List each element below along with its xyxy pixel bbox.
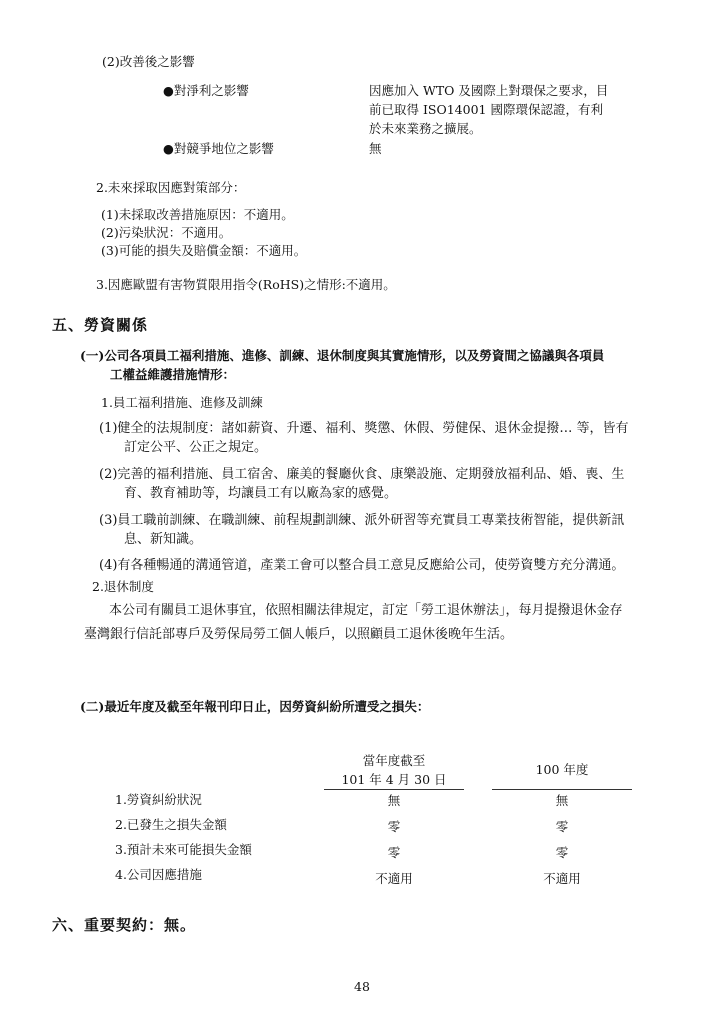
competition-label: ●對競爭地位之影響 xyxy=(163,141,274,156)
header-underline-2 xyxy=(492,789,632,790)
welfare-item-1-line-1: (1)健全的法規制度：諸如薪資、升遷、福利、獎懲、休假、勞健保、退休金提撥… 等，皆有 xyxy=(99,421,629,436)
section-6-title: 六、重要契約：無。 xyxy=(52,916,197,934)
table-cell: 零 xyxy=(387,845,401,860)
welfare-item-3-line-1: (3)員工職前訓練、在職訓練、前程規劃訓練、派外研習等充實員工專業技術智能，提供新訊 xyxy=(99,513,625,528)
net-profit-line-2: 前已取得 ISO14001 國際環保認證，有利 xyxy=(369,102,603,117)
retirement-line-2: 臺灣銀行信託部專戶及勞保局勞工個人帳戶，以照顧員工退休後晚年生活。 xyxy=(84,627,514,642)
col-current-year-line-2: 101 年 4 月 30 日 xyxy=(341,772,447,787)
net-profit-line-3: 於未來業務之擴展。 xyxy=(369,121,482,136)
table-cell: 不適用 xyxy=(375,871,413,886)
future-item-3: (3)可能的損失及賠償金額：不適用。 xyxy=(101,243,307,258)
welfare-item-1-line-2: 訂定公平、公正之規定。 xyxy=(124,440,268,455)
table-cell: 零 xyxy=(555,845,569,860)
col-current-year-line-1: 當年度截至 xyxy=(362,753,426,768)
improvement-heading: (2)改善後之影響 xyxy=(102,54,195,69)
retirement-line-1: 本公司有關員工退休事宜，依照相關法律規定，訂定「勞工退休辦法」，每月提撥退休金存 xyxy=(109,603,623,618)
table-cell: 零 xyxy=(387,819,401,834)
table-row-label: 3.預計未來可能損失金額 xyxy=(115,842,252,857)
table-row-label: 1.勞資糾紛狀況 xyxy=(115,792,202,807)
welfare-item-2-line-2: 育、教育補助等，均讓員工有以廠為家的感覺。 xyxy=(124,486,398,501)
rohs-statement: 3.因應歐盟有害物質限用指令(RoHS)之情形:不適用。 xyxy=(96,277,396,292)
table-cell: 無 xyxy=(387,793,401,808)
retirement-heading: 2.退休制度 xyxy=(92,579,154,594)
future-item-1: (1)未採取改善措施原因：不適用。 xyxy=(101,207,294,222)
welfare-item-4: (4)有各種暢通的溝通管道，產業工會可以整合員工意見反應給公司，使勞資雙方充分溝通。 xyxy=(99,558,625,573)
subsection-1-heading-line-1: (一)公司各項員工福利措施、進修、訓練、退休制度與其實施情形，以及勞資間之協議與各項員 xyxy=(80,348,605,363)
welfare-item-2-line-1: (2)完善的福利措施、員工宿舍、廉美的餐廳伙食、康樂設施、定期發放福利品、婚、喪、生 xyxy=(99,467,625,482)
table-cell: 不適用 xyxy=(543,871,581,886)
welfare-item-3-line-2: 息、新知識。 xyxy=(124,532,203,547)
header-underline-1 xyxy=(324,789,464,790)
future-heading: 2.未來採取因應對策部分： xyxy=(96,180,246,195)
col-prior-year: 100 年度 xyxy=(535,762,589,777)
table-cell: 無 xyxy=(555,793,569,808)
subsection-1-heading-line-2: 工權益維護措施情形： xyxy=(110,367,236,382)
net-profit-label: ●對淨利之影響 xyxy=(163,83,249,98)
welfare-heading: 1.員工福利措施、進修及訓練 xyxy=(101,395,263,410)
page-number: 48 xyxy=(354,979,370,994)
table-row-label: 4.公司因應措施 xyxy=(115,867,202,882)
competition-value: 無 xyxy=(369,141,382,156)
table-cell: 零 xyxy=(555,819,569,834)
subsection-2-heading: (二)最近年度及截至年報刊印日止，因勞資糾紛所遭受之損失： xyxy=(80,699,430,714)
future-item-2: (2)污染狀況：不適用。 xyxy=(101,225,232,240)
section-5-title: 五、勞資關係 xyxy=(52,316,149,334)
net-profit-line-1: 因應加入 WTO 及國際上對環保之要求，目 xyxy=(369,83,609,98)
table-row-label: 2.已發生之損失金額 xyxy=(115,817,227,832)
